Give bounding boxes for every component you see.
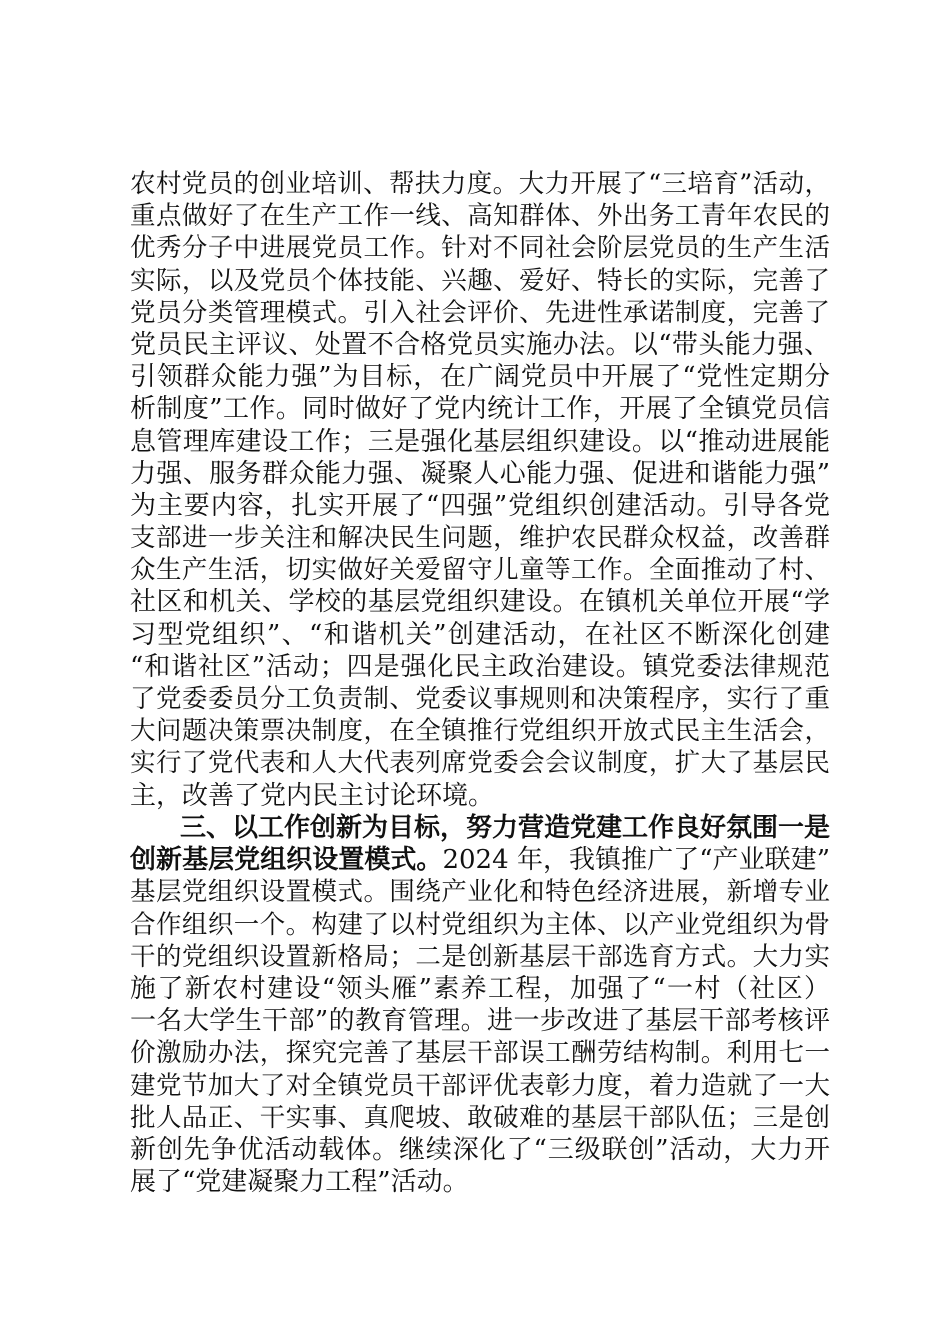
section-heading: 三、以工作创新为目标，努力营造党建工作良好氛围一是 [180, 813, 831, 843]
text-line: 为主要内容，扎实开展了“四强”党组织创建活动。引导各党 [130, 490, 830, 521]
text-line: 习型党组织”、“和谐机关”创建活动，在社区不断深化创建 [130, 619, 830, 650]
text-line: 众生产生活，切实做好关爱留守儿童等工作。全面推动了村、 [130, 555, 830, 586]
text-line: 社区和机关、学校的基层党组织建设。在镇机关单位开展“学 [130, 587, 830, 618]
text-line: 展了“党建凝聚力工程”活动。 [130, 1167, 469, 1198]
text-line: 批人品正、干实事、真爬坡、敢破难的基层干部队伍；三是创 [130, 1102, 830, 1133]
text-line: 支部进一步关注和解决民生问题，维护农民群众权益，改善群 [130, 523, 830, 554]
paragraph-1 [130, 168, 830, 812]
text-line: 基层党组织设置模式。围绕产业化和特色经济进展，新增专业 [130, 877, 830, 908]
text-line: 建党节加大了对全镇党员干部评优表彰力度，着力造就了一大 [130, 1070, 830, 1101]
text-line: 一名大学生干部”的教育管理。进一步改进了基层干部考核评 [130, 1006, 830, 1037]
paragraph-2 [130, 812, 830, 1198]
text-line: 了党委委员分工负责制、党委议事规则和决策程序，实行了重 [130, 684, 830, 714]
text-line: 合作组织一个。构建了以村党组织为主体、以产业党组织为骨 [130, 909, 830, 940]
text-line: 息管理库建设工作；三是强化基层组织建设。以“推动进展能 [130, 426, 830, 457]
text-line: 优秀分子中进展党员工作。针对不同社会阶层党员的生产生活 [130, 233, 830, 264]
text-line [130, 844, 830, 876]
text-line: 党员分类管理模式。引入社会评价、先进性承诺制度，完善了 [130, 297, 830, 328]
text-line: 实际，以及党员个体技能、兴趣、爱好、特长的实际，完善了 [130, 265, 830, 296]
text-line: 主，改善了党内民主讨论环境。 [130, 780, 495, 811]
text-line: 干的党组织设置新格局；二是创新基层干部选育方式。大力实 [130, 941, 830, 972]
text-line: 大问题决策票决制度，在全镇推行党组织开放式民主生活会， [130, 716, 830, 747]
text-line: 党员民主评议、处置不合格党员实施办法。以“带头能力强、 [130, 329, 830, 360]
section-heading-continued: 创新基层党组织设置模式。 [130, 845, 443, 876]
text-line: 新创先争优活动载体。继续深化了“三级联创”活动，大力开 [130, 1134, 830, 1165]
text-line: 实行了党代表和人大代表列席党委会会议制度，扩大了基层民 [130, 748, 830, 779]
text-line: 重点做好了在生产工作一线、高知群体、外出务工青年农民的 [130, 201, 830, 232]
text-line: 农村党员的创业培训、帮扶力度。大力开展了“三培育”活动， [130, 169, 830, 199]
text-line: “和谐社区”活动；四是强化民主政治建设。镇党委法律规范 [130, 651, 830, 682]
text-line: 力强、服务群众能力强、凝聚人心能力强、促进和谐能力强” [130, 458, 830, 489]
text-line: 析制度”工作。同时做好了党内统计工作，开展了全镇党员信 [130, 394, 830, 425]
text-line: 引领群众能力强”为目标，在广阔党员中开展了“党性定期分 [130, 362, 830, 393]
text-segment: 2024 年，我镇推广了“产业联建” [442, 845, 830, 876]
text-line: 施了新农村建设“领头雁”素养工程，加强了“一村（社区） [130, 973, 830, 1004]
text-line: 价激励办法，探究完善了基层干部误工酬劳结构制。利用七一 [130, 1038, 830, 1069]
